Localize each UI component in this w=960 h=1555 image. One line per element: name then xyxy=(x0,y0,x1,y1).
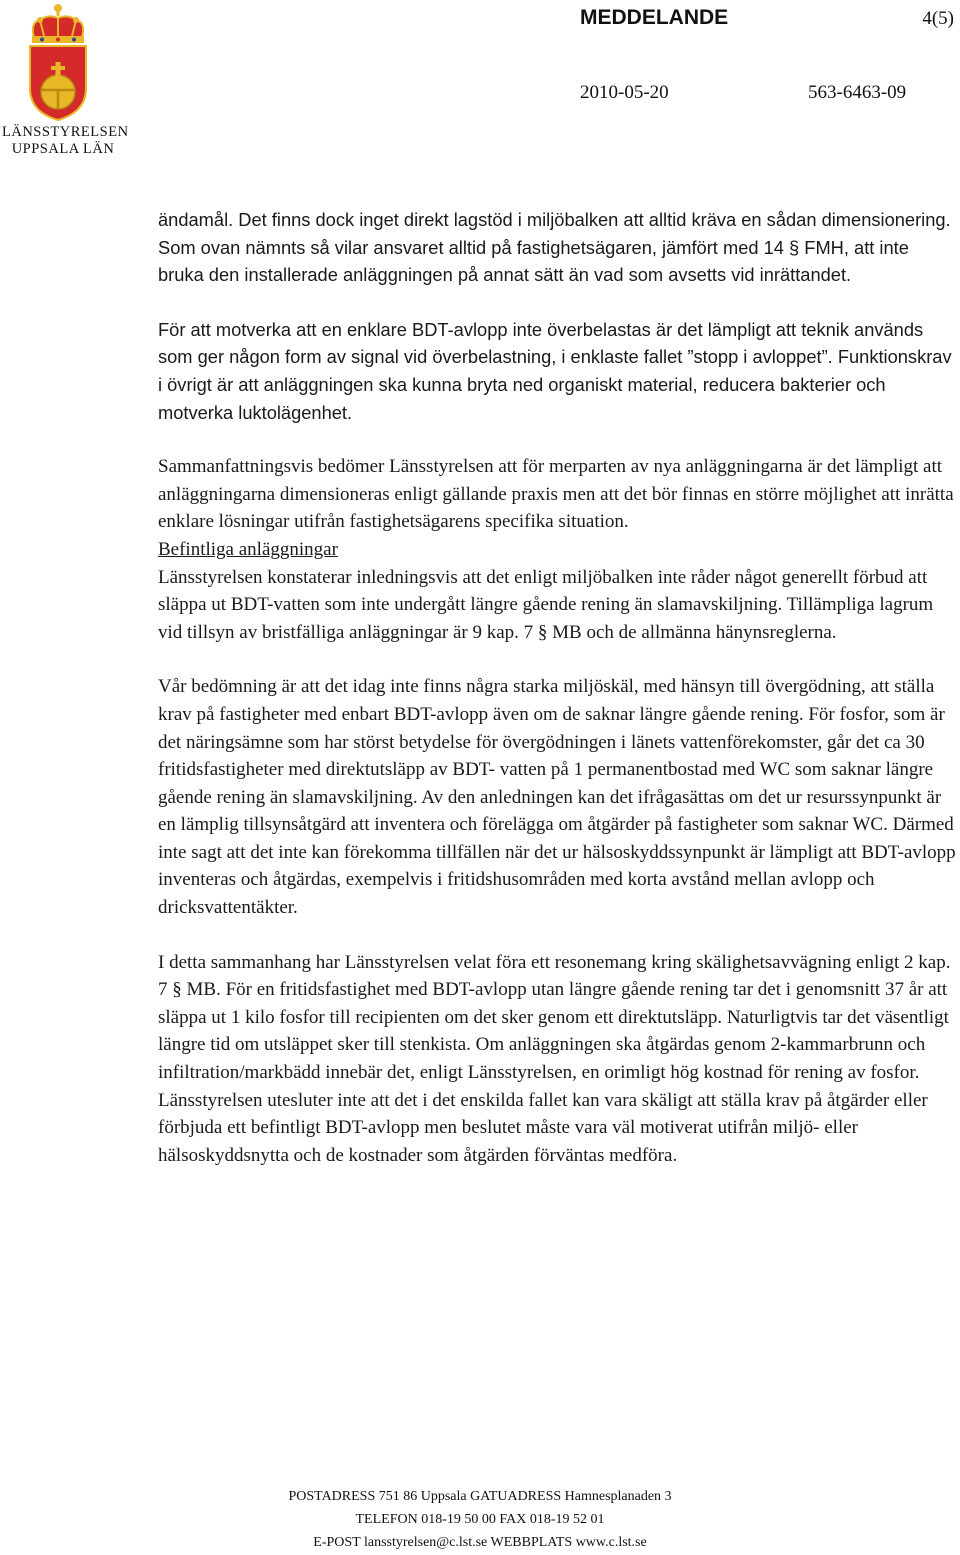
page-number: 4(5) xyxy=(922,8,954,29)
logo-line-2: UPPSALA LÄN xyxy=(11,141,115,157)
paragraph-1: ändamål. Det finns dock inget direkt lagstöd i miljöbalken att alltid kräva en sådan dimensionering. Som ovan nämnts så vilar ansvaret alltid på fastighetsägaren, jämfört med 14 § FMH, att inte bruka den installerade anläggningen på annat sätt än vad som avsetts vid inrättandet. xyxy=(158,209,951,286)
footer-address: POSTADRESS 751 86 Uppsala GATUADRESS Hamnesplanaden 3 xyxy=(288,1489,672,1504)
footer-phone: TELEFON 018-19 50 00 FAX 018-19 52 01 xyxy=(355,1512,605,1527)
section-heading: Befintliga anläggningar xyxy=(158,538,338,560)
paragraph-5: Vår bedömning är att det idag inte finns några starka miljöskäl, med hänsyn till övergödning, att ställa krav på fastigheter med enbart BDT-avlopp även om de saknar längre gående rening. För fosfor, som är det näringsämne som har störst betydelse för övergödningen i länets vattenförekomster, går det ca 30 fritidsfastigheter med direktutsläpp av BDT- vatten på 1 permanentbostad med WC som saknar längre gående rening än slamavskiljning. Av den anledningen kan det ifrågasättas om det ur resurssynpunkt är en lämplig tillsynsåtgärd att inventera och förelägga om åtgärder på fastigheter som saknar WC. Därmed inte sagt att det inte kan förekomma tillfällen när det ur hälsoskyddssynpunkt är lämpligt att BDT-avlopp inventeras och åtgärdas, exempelvis i fritidshusområden med korta avstånd mellan avlopp och dricksvattentäkter. xyxy=(158,676,956,919)
reference-number: 563-6463-09 xyxy=(808,82,907,103)
document-date: 2010-05-20 xyxy=(580,82,669,103)
document-body xyxy=(158,206,958,1169)
document-type-title: MEDDELANDE xyxy=(580,6,729,29)
paragraph-3: Sammanfattningsvis bedömer Länsstyrelsen att för merparten av nya anläggningarna är det lämpligt att anläggningarna dimensioneras enligt gällande praxis men att det bör finnas en större möjlighet att inrätta enklare lösningar utifrån fastighetsägarens specifika situation. xyxy=(158,456,954,533)
footer-contact: E-POST lansstyrelsen@c.lst.se WEBBPLATS www.c.lst.se xyxy=(313,1535,647,1550)
shield-icon xyxy=(30,46,86,120)
crown-icon xyxy=(32,4,84,43)
crest-icon xyxy=(0,0,125,125)
logo-line-1: LÄNSSTYRELSEN xyxy=(2,124,129,140)
paragraph-2: För att motverka att en enklare BDT-avlopp inte överbelastas är det lämpligt att teknik används som ger någon form av signal vid överbelastning, i enklaste fallet ”stopp i avloppet”. Funktionskrav i övrigt är att anläggningen ska kunna bryta ned organiskt material, reducera bakterier och motverka luktolägenhet. xyxy=(158,318,952,423)
paragraph-6: I detta sammanhang har Länsstyrelsen velat föra ett resonemang kring skälighetsavvägning enligt 2 kap. 7 § MB. För en fritidsfastighet med BDT-avlopp utan längre gående rening tar det i genomsnitt 37 år att släppa ut 1 kilo fosfor till recipienten om det sker genom ett direktutsläpp. Naturligtvis tar det väsentligt längre tid om utsläppet sker till stenkista. Om anläggningen ska åtgärdas genom 2-kammarbrunn och infiltration/markbädd innebär det, enligt Länsstyrelsen, en orimligt hög kostnad för rening av fosfor. Länsstyrelsen utesluter inte att det i det enskilda fallet kan vara skäligt att ställa krav på åtgärder eller förbjuda ett befintligt BDT-avlopp men beslutet måste vara väl motiverat utifrån miljö- eller hälsoskyddsnytta och de kostnader som åtgärden förväntas medföra. xyxy=(158,951,951,1166)
paragraph-4: Länsstyrelsen konstaterar inledningsvis att det enligt miljöbalken inte råder något generellt förbud att släppa ut BDT-vatten som inte undergått längre gående rening än slamavskiljning. Tillämpliga lagrum vid tillsyn av bristfälliga anläggningar är 9 kap. 7 § MB och de allmänna hänynsreglerna. xyxy=(158,566,934,643)
county-crest-logo xyxy=(0,0,129,160)
